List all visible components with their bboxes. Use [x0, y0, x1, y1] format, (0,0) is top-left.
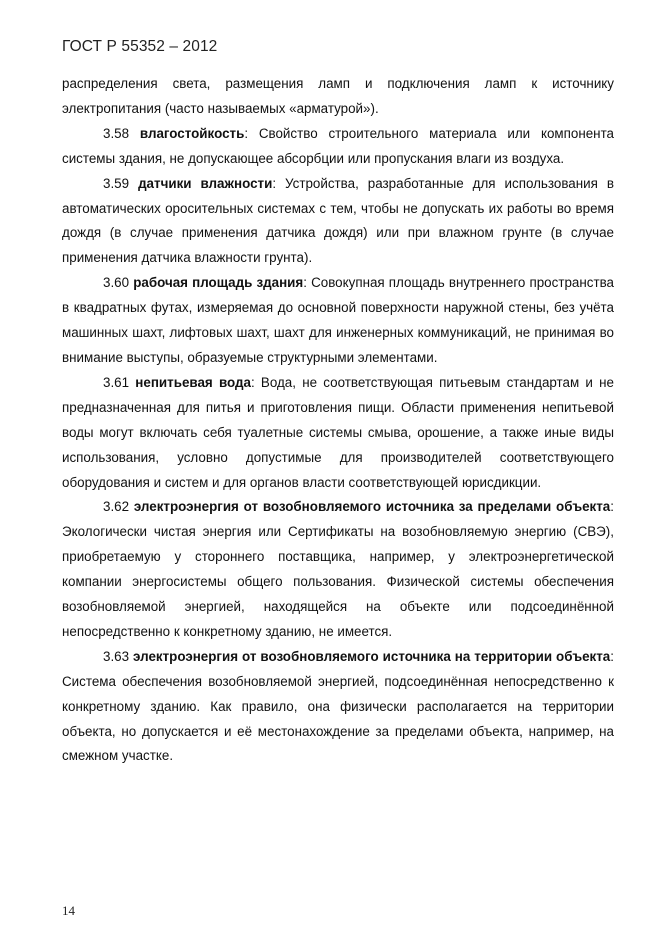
definition-text: : Система обеспечения возобновляемой энергией, подсоединённая непосредственно к конкретному зданию. Как правило, она физически располагается на территории объекта, но допускается и её местонахождение за пределами объекта, например, на смежном участке.: [62, 648, 614, 764]
definition-3-58: [62, 122, 614, 172]
definition-3-63: [62, 645, 614, 770]
definition-number: 3.58: [103, 125, 140, 141]
definition-text: : Экологически чистая энергия или Сертификаты на возобновляемую энергию (СВЭ), приобретаемую у стороннего поставщика, например, у электроэнергетической компании энергосистемы общего пользования. Физической системы обеспечения возобновляемой энергией, находящейся на объекте или подсоединённой непосредственно к конкретному зданию, не имеется.: [62, 499, 614, 639]
definition-3-62: [62, 495, 614, 644]
definition-number: 3.59: [103, 175, 139, 191]
definition-text: : Свойство строительного материала или компонента системы здания, не допускающее абсорбции или пропускания влаги из воздуха.: [62, 125, 614, 166]
standard-header: ГОСТ Р 55352 – 2012: [62, 38, 218, 55]
paragraph-continuation: [62, 72, 614, 122]
definition-text: : Совокупная площадь внутреннего пространства в квадратных футах, измеряемая до основной поверхности наружной стены, без учёта машинных шахт, лифтовых шахт, шахт для инженерных коммуникаций, не принимая во внимание выступы, образуемые структурными элементами.: [62, 275, 614, 365]
definition-text: : Вода, не соответствующая питьевым стандартам и не предназначенная для питья и приготовления пищи. Области применения непитьевой воды могут включать себя туалетные системы смыва, орошение, а также иные виды использования, условно допустимые для производителей соответствующего оборудования и систем и для органов власти соответствующей юрисдикции.: [62, 374, 614, 490]
definition-term: электроэнергия от возобновляемого источника за пределами объекта: [133, 499, 611, 515]
definition-term: влагостойкость: [139, 125, 245, 141]
definition-text: : Устройства, разработанные для использования в автоматических оросительных системах с тем, чтобы не допускать их работы во время дождя (в случае применения датчика дождя) или при влажном грунте (в случае применения датчика влажности грунта).: [62, 175, 614, 266]
document-body: [62, 72, 614, 769]
definition-3-59: [62, 172, 614, 272]
definition-3-60: [62, 271, 614, 371]
definition-number: 3.62: [103, 499, 134, 515]
definition-number: 3.60: [103, 275, 134, 291]
definition-number: 3.61: [103, 374, 136, 390]
definition-number: 3.63: [103, 648, 134, 664]
definition-term: датчики влажности: [138, 175, 273, 191]
paragraph-text: распределения света, размещения ламп и подключения ламп к источнику электропитания (часто называемых «арматурой»).: [62, 76, 614, 116]
definition-term: электроэнергия от возобновляемого источника на территории объекта: [133, 648, 611, 664]
definition-term: непитьевая вода: [135, 374, 251, 390]
definition-3-61: [62, 371, 614, 496]
page-number: 14: [62, 903, 75, 918]
definition-term: рабочая площадь здания: [133, 275, 304, 291]
